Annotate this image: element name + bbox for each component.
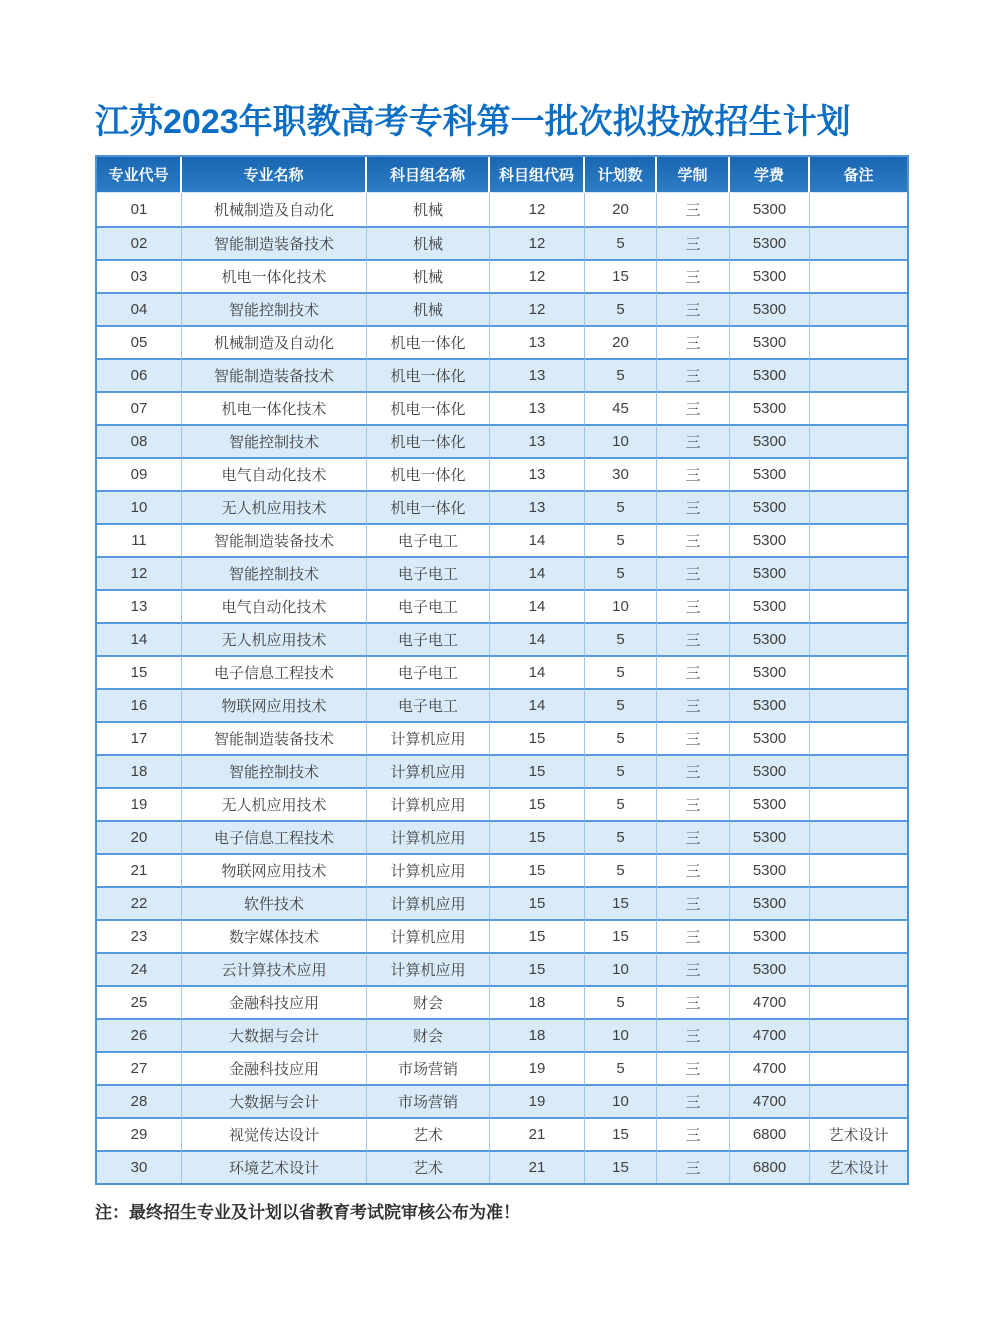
cell-tuition: 5300 bbox=[730, 721, 810, 754]
cell-subject-group-name: 电子电工 bbox=[367, 688, 490, 721]
cell-major-name: 无人机应用技术 bbox=[182, 787, 367, 820]
table-row bbox=[97, 853, 907, 886]
cell-subject-group-code: 15 bbox=[490, 820, 585, 853]
cell-major-name: 机电一体化技术 bbox=[182, 391, 367, 424]
footnote: 注：最终招生专业及计划以省教育考试院审核公布为准！ bbox=[95, 1203, 520, 1222]
cell-schooling-years: 三 bbox=[657, 886, 730, 919]
table-row bbox=[97, 919, 907, 952]
cell-remark: 艺术设计 bbox=[810, 1117, 907, 1150]
cell-schooling-years: 三 bbox=[657, 1051, 730, 1084]
cell-tuition: 4700 bbox=[730, 985, 810, 1018]
cell-remark bbox=[810, 292, 907, 325]
cell-subject-group-code: 19 bbox=[490, 1084, 585, 1117]
cell-schooling-years: 三 bbox=[657, 1150, 730, 1183]
cell-schooling-years: 三 bbox=[657, 259, 730, 292]
cell-remark bbox=[810, 226, 907, 259]
cell-major-name: 视觉传达设计 bbox=[182, 1117, 367, 1150]
cell-schooling-years: 三 bbox=[657, 589, 730, 622]
cell-major-name: 智能控制技术 bbox=[182, 754, 367, 787]
cell-remark bbox=[810, 820, 907, 853]
cell-subject-group-code: 13 bbox=[490, 490, 585, 523]
cell-plan-count: 10 bbox=[585, 424, 657, 457]
cell-tuition: 5300 bbox=[730, 424, 810, 457]
cell-remark bbox=[810, 1084, 907, 1117]
table-row bbox=[97, 457, 907, 490]
cell-plan-count: 5 bbox=[585, 358, 657, 391]
cell-subject-group-code: 15 bbox=[490, 919, 585, 952]
cell-plan-count: 5 bbox=[585, 688, 657, 721]
cell-major-code: 26 bbox=[97, 1018, 182, 1051]
cell-schooling-years: 三 bbox=[657, 754, 730, 787]
cell-tuition: 5300 bbox=[730, 358, 810, 391]
cell-subject-group-name: 计算机应用 bbox=[367, 853, 490, 886]
cell-subject-group-code: 18 bbox=[490, 1018, 585, 1051]
table-row bbox=[97, 655, 907, 688]
table-body bbox=[97, 193, 907, 1183]
cell-major-name: 物联网应用技术 bbox=[182, 688, 367, 721]
table-row bbox=[97, 1150, 907, 1183]
cell-remark bbox=[810, 1051, 907, 1084]
table-row bbox=[97, 523, 907, 556]
cell-tuition: 6800 bbox=[730, 1117, 810, 1150]
cell-schooling-years: 三 bbox=[657, 391, 730, 424]
cell-subject-group-name: 计算机应用 bbox=[367, 721, 490, 754]
cell-remark bbox=[810, 787, 907, 820]
cell-schooling-years: 三 bbox=[657, 226, 730, 259]
cell-schooling-years: 三 bbox=[657, 1117, 730, 1150]
cell-subject-group-name: 计算机应用 bbox=[367, 919, 490, 952]
cell-major-code: 10 bbox=[97, 490, 182, 523]
cell-subject-group-name: 艺术 bbox=[367, 1117, 490, 1150]
cell-subject-group-name: 艺术 bbox=[367, 1150, 490, 1183]
cell-major-name: 金融科技应用 bbox=[182, 985, 367, 1018]
cell-major-name: 电气自动化技术 bbox=[182, 589, 367, 622]
cell-remark bbox=[810, 754, 907, 787]
cell-subject-group-code: 15 bbox=[490, 853, 585, 886]
cell-tuition: 5300 bbox=[730, 457, 810, 490]
table-header bbox=[97, 157, 907, 193]
cell-subject-group-code: 21 bbox=[490, 1150, 585, 1183]
cell-subject-group-code: 15 bbox=[490, 721, 585, 754]
cell-major-code: 19 bbox=[97, 787, 182, 820]
cell-plan-count: 15 bbox=[585, 886, 657, 919]
cell-subject-group-code: 18 bbox=[490, 985, 585, 1018]
cell-plan-count: 5 bbox=[585, 754, 657, 787]
cell-schooling-years: 三 bbox=[657, 952, 730, 985]
cell-plan-count: 5 bbox=[585, 226, 657, 259]
cell-major-code: 13 bbox=[97, 589, 182, 622]
cell-remark bbox=[810, 193, 907, 226]
cell-major-code: 21 bbox=[97, 853, 182, 886]
table-header-row bbox=[97, 157, 907, 193]
cell-remark bbox=[810, 655, 907, 688]
table-row bbox=[97, 1051, 907, 1084]
table-row bbox=[97, 721, 907, 754]
cell-major-name: 智能制造装备技术 bbox=[182, 523, 367, 556]
column-header-subject-group-name: 科目组名称 bbox=[367, 157, 490, 193]
page-title: 江苏2023年职教高考专科第一批次拟投放招生计划 bbox=[95, 103, 851, 141]
cell-major-name: 电气自动化技术 bbox=[182, 457, 367, 490]
cell-tuition: 5300 bbox=[730, 523, 810, 556]
column-header-major-code: 专业代号 bbox=[97, 157, 182, 193]
cell-major-name: 环境艺术设计 bbox=[182, 1150, 367, 1183]
cell-schooling-years: 三 bbox=[657, 985, 730, 1018]
table-row bbox=[97, 1018, 907, 1051]
cell-subject-group-name: 电子电工 bbox=[367, 655, 490, 688]
cell-major-name: 智能控制技术 bbox=[182, 556, 367, 589]
cell-subject-group-code: 14 bbox=[490, 556, 585, 589]
cell-major-name: 电子信息工程技术 bbox=[182, 655, 367, 688]
cell-tuition: 5300 bbox=[730, 787, 810, 820]
cell-subject-group-name: 机械 bbox=[367, 259, 490, 292]
cell-tuition: 4700 bbox=[730, 1051, 810, 1084]
table-row bbox=[97, 490, 907, 523]
cell-subject-group-name: 电子电工 bbox=[367, 589, 490, 622]
cell-plan-count: 15 bbox=[585, 259, 657, 292]
cell-major-code: 12 bbox=[97, 556, 182, 589]
cell-remark bbox=[810, 721, 907, 754]
cell-tuition: 4700 bbox=[730, 1018, 810, 1051]
table-row bbox=[97, 622, 907, 655]
cell-schooling-years: 三 bbox=[657, 919, 730, 952]
cell-remark bbox=[810, 259, 907, 292]
cell-subject-group-code: 14 bbox=[490, 655, 585, 688]
cell-schooling-years: 三 bbox=[657, 622, 730, 655]
cell-major-code: 27 bbox=[97, 1051, 182, 1084]
cell-subject-group-name: 计算机应用 bbox=[367, 787, 490, 820]
cell-remark bbox=[810, 886, 907, 919]
cell-subject-group-code: 19 bbox=[490, 1051, 585, 1084]
cell-major-code: 30 bbox=[97, 1150, 182, 1183]
table-row bbox=[97, 589, 907, 622]
table-row bbox=[97, 1117, 907, 1150]
cell-plan-count: 5 bbox=[585, 787, 657, 820]
cell-subject-group-name: 机械 bbox=[367, 226, 490, 259]
cell-subject-group-name: 机电一体化 bbox=[367, 424, 490, 457]
table-row bbox=[97, 424, 907, 457]
cell-schooling-years: 三 bbox=[657, 193, 730, 226]
cell-major-name: 物联网应用技术 bbox=[182, 853, 367, 886]
cell-plan-count: 5 bbox=[585, 721, 657, 754]
cell-major-name: 机械制造及自动化 bbox=[182, 193, 367, 226]
cell-subject-group-code: 15 bbox=[490, 754, 585, 787]
column-header-tuition: 学费 bbox=[730, 157, 810, 193]
cell-subject-group-code: 14 bbox=[490, 688, 585, 721]
cell-subject-group-name: 市场营销 bbox=[367, 1084, 490, 1117]
table-row bbox=[97, 820, 907, 853]
cell-subject-group-code: 15 bbox=[490, 787, 585, 820]
cell-subject-group-name: 计算机应用 bbox=[367, 820, 490, 853]
cell-plan-count: 20 bbox=[585, 193, 657, 226]
cell-subject-group-name: 机电一体化 bbox=[367, 490, 490, 523]
table-row bbox=[97, 1084, 907, 1117]
cell-major-name: 大数据与会计 bbox=[182, 1084, 367, 1117]
cell-subject-group-code: 13 bbox=[490, 358, 585, 391]
cell-major-code: 22 bbox=[97, 886, 182, 919]
cell-major-name: 智能制造装备技术 bbox=[182, 358, 367, 391]
cell-tuition: 5300 bbox=[730, 292, 810, 325]
table-row bbox=[97, 556, 907, 589]
cell-subject-group-code: 15 bbox=[490, 952, 585, 985]
cell-major-name: 软件技术 bbox=[182, 886, 367, 919]
cell-subject-group-code: 14 bbox=[490, 589, 585, 622]
cell-remark: 艺术设计 bbox=[810, 1150, 907, 1183]
table-row bbox=[97, 358, 907, 391]
cell-major-code: 17 bbox=[97, 721, 182, 754]
table-row bbox=[97, 325, 907, 358]
cell-plan-count: 5 bbox=[585, 1051, 657, 1084]
cell-subject-group-code: 13 bbox=[490, 391, 585, 424]
cell-subject-group-code: 21 bbox=[490, 1117, 585, 1150]
table-row bbox=[97, 754, 907, 787]
column-header-major-name: 专业名称 bbox=[182, 157, 367, 193]
cell-plan-count: 5 bbox=[585, 556, 657, 589]
cell-schooling-years: 三 bbox=[657, 490, 730, 523]
cell-major-name: 云计算技术应用 bbox=[182, 952, 367, 985]
cell-schooling-years: 三 bbox=[657, 325, 730, 358]
column-header-plan-count: 计划数 bbox=[585, 157, 657, 193]
cell-plan-count: 5 bbox=[585, 853, 657, 886]
cell-tuition: 5300 bbox=[730, 490, 810, 523]
cell-tuition: 5300 bbox=[730, 754, 810, 787]
cell-major-code: 20 bbox=[97, 820, 182, 853]
cell-major-name: 大数据与会计 bbox=[182, 1018, 367, 1051]
cell-subject-group-name: 机械 bbox=[367, 193, 490, 226]
cell-tuition: 5300 bbox=[730, 391, 810, 424]
cell-major-code: 04 bbox=[97, 292, 182, 325]
table-row bbox=[97, 292, 907, 325]
cell-major-code: 07 bbox=[97, 391, 182, 424]
cell-major-name: 数字媒体技术 bbox=[182, 919, 367, 952]
cell-remark bbox=[810, 853, 907, 886]
column-header-subject-group-code: 科目组代码 bbox=[490, 157, 585, 193]
cell-remark bbox=[810, 391, 907, 424]
table-row bbox=[97, 886, 907, 919]
cell-major-code: 24 bbox=[97, 952, 182, 985]
cell-remark bbox=[810, 952, 907, 985]
cell-subject-group-name: 机械 bbox=[367, 292, 490, 325]
cell-schooling-years: 三 bbox=[657, 787, 730, 820]
cell-major-code: 28 bbox=[97, 1084, 182, 1117]
cell-major-code: 23 bbox=[97, 919, 182, 952]
cell-subject-group-name: 电子电工 bbox=[367, 622, 490, 655]
cell-remark bbox=[810, 1018, 907, 1051]
cell-tuition: 5300 bbox=[730, 952, 810, 985]
table-row bbox=[97, 952, 907, 985]
cell-tuition: 5300 bbox=[730, 325, 810, 358]
cell-tuition: 6800 bbox=[730, 1150, 810, 1183]
cell-major-code: 25 bbox=[97, 985, 182, 1018]
cell-remark bbox=[810, 325, 907, 358]
cell-schooling-years: 三 bbox=[657, 688, 730, 721]
cell-major-name: 智能控制技术 bbox=[182, 424, 367, 457]
table-row bbox=[97, 688, 907, 721]
cell-major-code: 01 bbox=[97, 193, 182, 226]
cell-major-code: 03 bbox=[97, 259, 182, 292]
cell-remark bbox=[810, 523, 907, 556]
cell-tuition: 5300 bbox=[730, 193, 810, 226]
cell-major-code: 15 bbox=[97, 655, 182, 688]
cell-subject-group-code: 13 bbox=[490, 325, 585, 358]
cell-remark bbox=[810, 358, 907, 391]
cell-plan-count: 20 bbox=[585, 325, 657, 358]
cell-tuition: 5300 bbox=[730, 622, 810, 655]
cell-remark bbox=[810, 589, 907, 622]
cell-schooling-years: 三 bbox=[657, 1084, 730, 1117]
table-row bbox=[97, 985, 907, 1018]
cell-plan-count: 5 bbox=[585, 655, 657, 688]
cell-plan-count: 15 bbox=[585, 919, 657, 952]
cell-major-code: 02 bbox=[97, 226, 182, 259]
cell-subject-group-code: 13 bbox=[490, 457, 585, 490]
cell-subject-group-name: 计算机应用 bbox=[367, 754, 490, 787]
cell-plan-count: 5 bbox=[585, 622, 657, 655]
enrollment-plan-table bbox=[95, 155, 909, 1185]
cell-major-name: 机电一体化技术 bbox=[182, 259, 367, 292]
cell-plan-count: 15 bbox=[585, 1150, 657, 1183]
cell-major-name: 无人机应用技术 bbox=[182, 490, 367, 523]
cell-tuition: 5300 bbox=[730, 655, 810, 688]
cell-major-name: 智能制造装备技术 bbox=[182, 721, 367, 754]
cell-subject-group-name: 机电一体化 bbox=[367, 358, 490, 391]
table-row bbox=[97, 787, 907, 820]
cell-remark bbox=[810, 919, 907, 952]
cell-subject-group-name: 计算机应用 bbox=[367, 886, 490, 919]
cell-tuition: 5300 bbox=[730, 226, 810, 259]
cell-tuition: 5300 bbox=[730, 886, 810, 919]
cell-remark bbox=[810, 457, 907, 490]
cell-plan-count: 15 bbox=[585, 1117, 657, 1150]
cell-plan-count: 10 bbox=[585, 952, 657, 985]
cell-subject-group-name: 财会 bbox=[367, 1018, 490, 1051]
cell-plan-count: 10 bbox=[585, 589, 657, 622]
cell-remark bbox=[810, 622, 907, 655]
cell-subject-group-code: 12 bbox=[490, 292, 585, 325]
cell-schooling-years: 三 bbox=[657, 655, 730, 688]
cell-subject-group-code: 14 bbox=[490, 622, 585, 655]
cell-subject-group-name: 机电一体化 bbox=[367, 325, 490, 358]
cell-schooling-years: 三 bbox=[657, 721, 730, 754]
cell-subject-group-name: 机电一体化 bbox=[367, 391, 490, 424]
cell-schooling-years: 三 bbox=[657, 424, 730, 457]
cell-subject-group-name: 计算机应用 bbox=[367, 952, 490, 985]
cell-major-code: 16 bbox=[97, 688, 182, 721]
cell-remark bbox=[810, 556, 907, 589]
cell-schooling-years: 三 bbox=[657, 1018, 730, 1051]
cell-subject-group-code: 15 bbox=[490, 886, 585, 919]
cell-subject-group-code: 13 bbox=[490, 424, 585, 457]
column-header-schooling-years: 学制 bbox=[657, 157, 730, 193]
cell-major-name: 智能控制技术 bbox=[182, 292, 367, 325]
cell-subject-group-code: 14 bbox=[490, 523, 585, 556]
cell-plan-count: 30 bbox=[585, 457, 657, 490]
cell-tuition: 5300 bbox=[730, 853, 810, 886]
cell-plan-count: 5 bbox=[585, 985, 657, 1018]
cell-remark bbox=[810, 985, 907, 1018]
cell-major-code: 05 bbox=[97, 325, 182, 358]
cell-subject-group-name: 市场营销 bbox=[367, 1051, 490, 1084]
cell-major-code: 09 bbox=[97, 457, 182, 490]
cell-major-code: 08 bbox=[97, 424, 182, 457]
cell-plan-count: 5 bbox=[585, 490, 657, 523]
cell-plan-count: 5 bbox=[585, 523, 657, 556]
cell-remark bbox=[810, 688, 907, 721]
cell-major-name: 金融科技应用 bbox=[182, 1051, 367, 1084]
cell-major-code: 11 bbox=[97, 523, 182, 556]
cell-major-code: 18 bbox=[97, 754, 182, 787]
cell-schooling-years: 三 bbox=[657, 853, 730, 886]
cell-plan-count: 5 bbox=[585, 820, 657, 853]
cell-schooling-years: 三 bbox=[657, 292, 730, 325]
cell-subject-group-name: 机电一体化 bbox=[367, 457, 490, 490]
cell-plan-count: 45 bbox=[585, 391, 657, 424]
cell-major-name: 电子信息工程技术 bbox=[182, 820, 367, 853]
cell-subject-group-name: 电子电工 bbox=[367, 556, 490, 589]
cell-tuition: 5300 bbox=[730, 820, 810, 853]
cell-subject-group-name: 电子电工 bbox=[367, 523, 490, 556]
cell-remark bbox=[810, 490, 907, 523]
cell-tuition: 5300 bbox=[730, 919, 810, 952]
cell-subject-group-code: 12 bbox=[490, 193, 585, 226]
cell-major-name: 无人机应用技术 bbox=[182, 622, 367, 655]
cell-major-code: 29 bbox=[97, 1117, 182, 1150]
cell-subject-group-code: 12 bbox=[490, 259, 585, 292]
column-header-remark: 备注 bbox=[810, 157, 907, 193]
cell-major-name: 智能制造装备技术 bbox=[182, 226, 367, 259]
cell-schooling-years: 三 bbox=[657, 820, 730, 853]
cell-tuition: 5300 bbox=[730, 259, 810, 292]
cell-major-name: 机械制造及自动化 bbox=[182, 325, 367, 358]
cell-schooling-years: 三 bbox=[657, 457, 730, 490]
cell-plan-count: 10 bbox=[585, 1018, 657, 1051]
cell-plan-count: 10 bbox=[585, 1084, 657, 1117]
cell-tuition: 5300 bbox=[730, 688, 810, 721]
cell-tuition: 5300 bbox=[730, 589, 810, 622]
cell-tuition: 4700 bbox=[730, 1084, 810, 1117]
cell-major-code: 06 bbox=[97, 358, 182, 391]
cell-schooling-years: 三 bbox=[657, 523, 730, 556]
cell-remark bbox=[810, 424, 907, 457]
table-row bbox=[97, 226, 907, 259]
table-row bbox=[97, 259, 907, 292]
table-row bbox=[97, 193, 907, 226]
table-row bbox=[97, 391, 907, 424]
cell-tuition: 5300 bbox=[730, 556, 810, 589]
cell-schooling-years: 三 bbox=[657, 556, 730, 589]
cell-schooling-years: 三 bbox=[657, 358, 730, 391]
cell-plan-count: 5 bbox=[585, 292, 657, 325]
cell-subject-group-name: 财会 bbox=[367, 985, 490, 1018]
cell-major-code: 14 bbox=[97, 622, 182, 655]
cell-subject-group-code: 12 bbox=[490, 226, 585, 259]
